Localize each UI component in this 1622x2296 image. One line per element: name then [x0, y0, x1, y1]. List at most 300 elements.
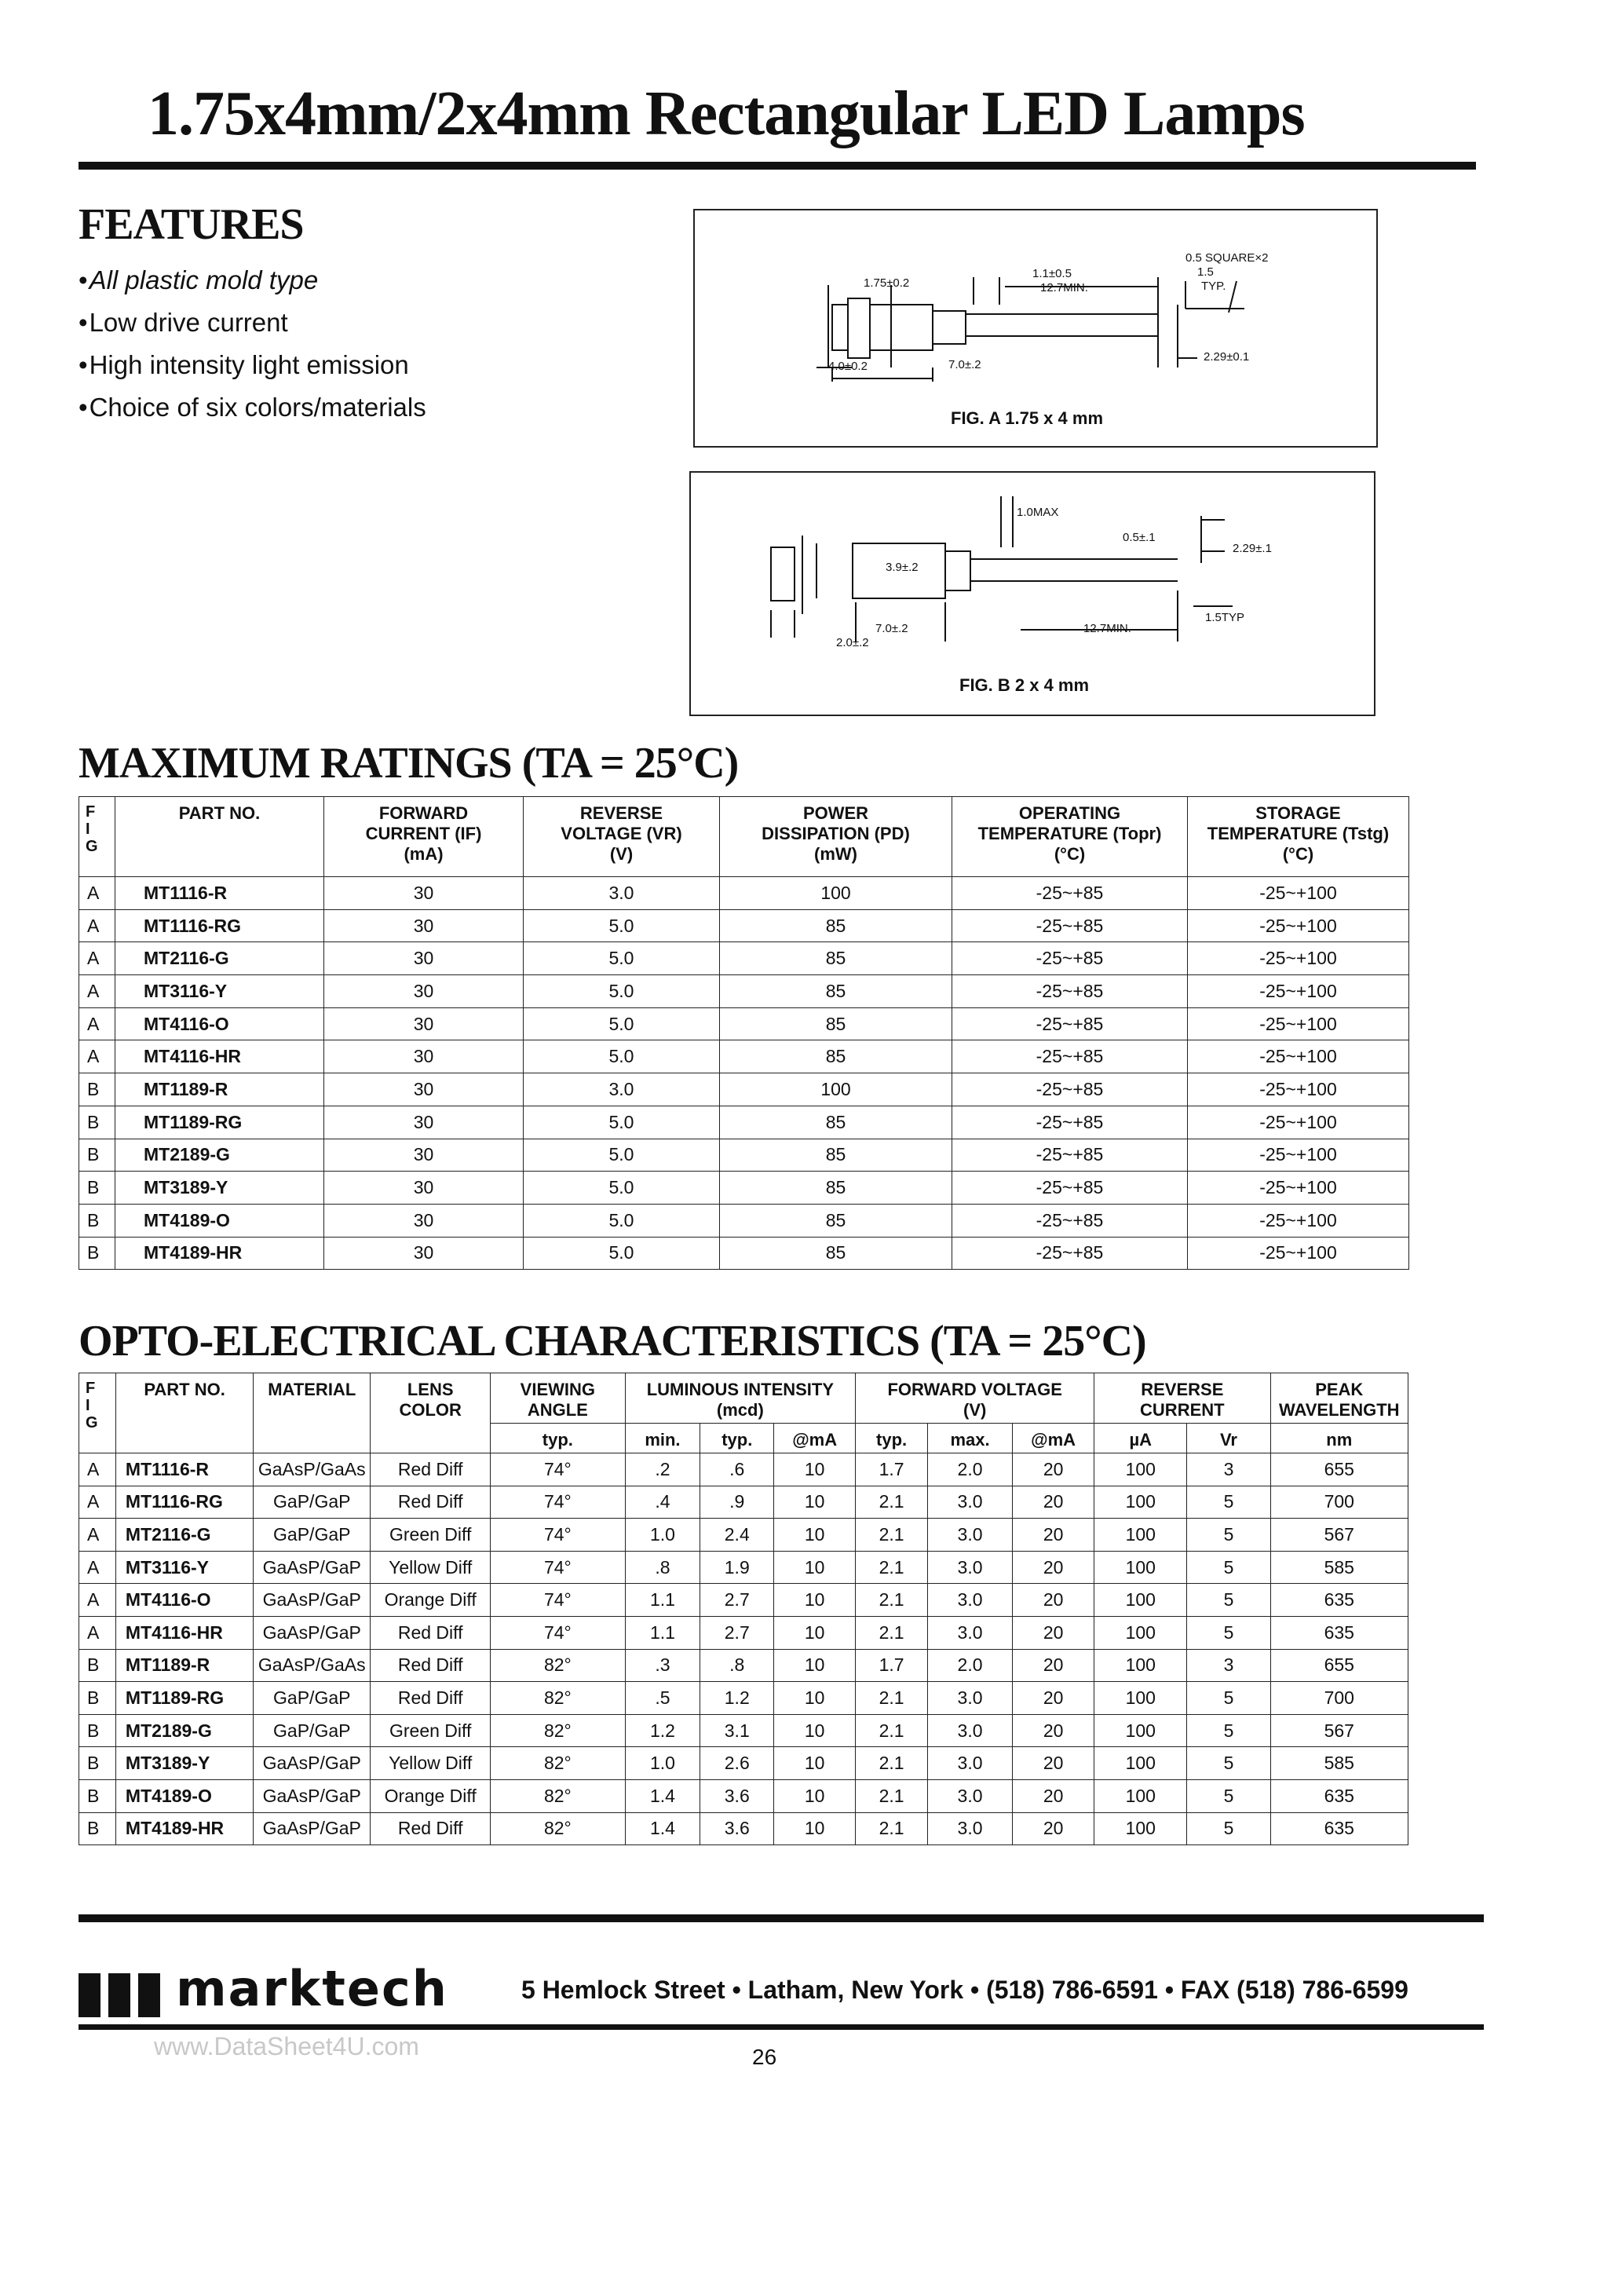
cell-voltage: 5.0	[524, 1172, 720, 1205]
cell-lens: Red Diff	[371, 1649, 491, 1682]
table-row	[79, 1747, 1408, 1780]
dim-label: 2.29±0.1	[1204, 350, 1250, 364]
cell-lens: Green Diff	[371, 1714, 491, 1747]
cell-part: MT4189-O	[115, 1204, 324, 1237]
dim-label: 1.0MAX	[1017, 506, 1059, 519]
cell-current: 30	[324, 1073, 524, 1106]
cell-angle: 74°	[491, 1486, 625, 1519]
cell-part: MT4116-O	[115, 1007, 324, 1040]
cell-voltage: 5.0	[524, 1204, 720, 1237]
cell-fig: A	[79, 1616, 116, 1649]
cell-lens: Red Diff	[371, 1486, 491, 1519]
cell-fig: A	[79, 1040, 115, 1073]
col-operating-temp: OPERATING TEMPERATURE (Topr) (°C)	[952, 797, 1188, 877]
cell-fig: B	[79, 1139, 115, 1172]
cell-vtyp: 2.1	[856, 1747, 928, 1780]
cell-stor: -25~+100	[1188, 1139, 1409, 1172]
col-fig: F I G	[79, 1373, 116, 1453]
cell-vma: 20	[1013, 1682, 1094, 1715]
cell-ltyp: .9	[700, 1486, 774, 1519]
cell-lmin: .5	[625, 1682, 700, 1715]
cell-angle: 82°	[491, 1812, 625, 1845]
cell-ua: 100	[1094, 1779, 1187, 1812]
table-row	[79, 1584, 1408, 1617]
cell-lma: 10	[774, 1682, 856, 1715]
cell-vtyp: 2.1	[856, 1486, 928, 1519]
cell-lens: Green Diff	[371, 1519, 491, 1552]
company-address: 5 Hemlock Street • Latham, New York • (518) 786-6591 • FAX (518) 786-6599	[521, 1976, 1408, 2004]
page-title: 1.75x4mm/2x4mm Rectangular LED Lamps	[148, 79, 1305, 148]
brand-name: marktech	[176, 1960, 448, 2017]
cell-oper: -25~+85	[952, 877, 1188, 910]
cell-lma: 10	[774, 1453, 856, 1486]
cell-vr: 5	[1187, 1779, 1270, 1812]
cell-vma: 20	[1013, 1486, 1094, 1519]
cell-fig: A	[79, 975, 115, 1008]
cell-part: MT4189-HR	[115, 1237, 324, 1270]
sub-header: min.	[625, 1424, 700, 1453]
cell-lma: 10	[774, 1812, 856, 1845]
cell-nm: 635	[1270, 1779, 1408, 1812]
cell-vr: 3	[1187, 1453, 1270, 1486]
figure-a	[693, 209, 1378, 448]
cell-stor: -25~+100	[1188, 942, 1409, 975]
cell-fig: B	[79, 1204, 115, 1237]
cell-lmin: 1.1	[625, 1616, 700, 1649]
cell-lens: Red Diff	[371, 1682, 491, 1715]
cell-lma: 10	[774, 1584, 856, 1617]
cell-stor: -25~+100	[1188, 1237, 1409, 1270]
cell-ua: 100	[1094, 1747, 1187, 1780]
figure-b-caption: FIG. B 2 x 4 mm	[959, 675, 1090, 695]
cell-current: 30	[324, 975, 524, 1008]
cell-lma: 10	[774, 1486, 856, 1519]
cell-angle: 74°	[491, 1453, 625, 1486]
cell-vmax: 3.0	[928, 1519, 1013, 1552]
cell-power: 85	[720, 975, 952, 1008]
feature-item: • Choice of six colors/materials	[79, 386, 426, 429]
cell-part: MT1116-RG	[115, 909, 324, 942]
table-row	[79, 1106, 1409, 1139]
cell-part: MT4116-HR	[115, 1616, 253, 1649]
cell-stor: -25~+100	[1188, 975, 1409, 1008]
cell-oper: -25~+85	[952, 975, 1188, 1008]
cell-part: MT3189-Y	[115, 1172, 324, 1205]
dim-label: 12.7MIN.	[1083, 622, 1131, 635]
sub-header: @mA	[774, 1424, 856, 1453]
col-part: PART NO.	[115, 1373, 253, 1453]
cell-current: 30	[324, 1007, 524, 1040]
table-row	[79, 909, 1409, 942]
cell-voltage: 5.0	[524, 975, 720, 1008]
cell-oper: -25~+85	[952, 942, 1188, 975]
marktech-logo	[79, 1960, 448, 2017]
col-material: MATERIAL	[254, 1373, 371, 1453]
cell-lmin: 1.4	[625, 1779, 700, 1812]
cell-ltyp: 3.6	[700, 1812, 774, 1845]
cell-lma: 10	[774, 1714, 856, 1747]
cell-vma: 20	[1013, 1453, 1094, 1486]
cell-lens: Orange Diff	[371, 1779, 491, 1812]
cell-ltyp: 3.1	[700, 1714, 774, 1747]
cell-angle: 74°	[491, 1519, 625, 1552]
dim-label: 12.7MIN.	[1040, 281, 1088, 294]
cell-part: MT1116-RG	[115, 1486, 253, 1519]
cell-ltyp: 2.7	[700, 1616, 774, 1649]
cell-fig: A	[79, 1486, 116, 1519]
dim-label: 4.0±0.2	[828, 360, 868, 373]
dim-label: 1.1±0.5	[1032, 267, 1072, 280]
cell-vr: 5	[1187, 1616, 1270, 1649]
cell-vmax: 3.0	[928, 1584, 1013, 1617]
cell-material: GaP/GaP	[254, 1519, 371, 1552]
table-row	[79, 1486, 1408, 1519]
cell-ua: 100	[1094, 1812, 1187, 1845]
dim-label: 7.0±.2	[875, 622, 908, 635]
features-heading: FEATURES	[79, 200, 304, 249]
cell-vma: 20	[1013, 1812, 1094, 1845]
dim-label: 0.5 SQUARE×2	[1185, 251, 1269, 265]
cell-material: GaAsP/GaP	[254, 1584, 371, 1617]
cell-vr: 5	[1187, 1551, 1270, 1584]
cell-fig: B	[79, 1812, 116, 1845]
cell-fig: B	[79, 1779, 116, 1812]
cell-voltage: 3.0	[524, 877, 720, 910]
cell-vma: 20	[1013, 1649, 1094, 1682]
cell-nm: 635	[1270, 1616, 1408, 1649]
cell-part: MT1116-R	[115, 1453, 253, 1486]
cell-vr: 5	[1187, 1747, 1270, 1780]
cell-vmax: 3.0	[928, 1747, 1013, 1780]
dim-label: TYP.	[1201, 280, 1226, 293]
dim-label: 1.5	[1197, 265, 1214, 279]
dim-label: 1.75±0.2	[864, 276, 910, 290]
cell-oper: -25~+85	[952, 1139, 1188, 1172]
cell-power: 100	[720, 1073, 952, 1106]
sub-header: typ.	[856, 1424, 928, 1453]
cell-vmax: 3.0	[928, 1812, 1013, 1845]
cell-power: 85	[720, 909, 952, 942]
cell-vma: 20	[1013, 1519, 1094, 1552]
table-row	[79, 1682, 1408, 1715]
cell-fig: B	[79, 1172, 115, 1205]
cell-lens: Red Diff	[371, 1812, 491, 1845]
cell-angle: 74°	[491, 1584, 625, 1617]
cell-part: MT4189-HR	[115, 1812, 253, 1845]
cell-material: GaAsP/GaP	[254, 1616, 371, 1649]
cell-nm: 585	[1270, 1747, 1408, 1780]
cell-fig: A	[79, 1007, 115, 1040]
cell-fig: B	[79, 1649, 116, 1682]
cell-material: GaAsP/GaP	[254, 1747, 371, 1780]
opto-heading: OPTO-ELECTRICAL CHARACTERISTICS (TA = 25°C)	[79, 1317, 1146, 1366]
cell-current: 30	[324, 1106, 524, 1139]
cell-vma: 20	[1013, 1747, 1094, 1780]
cell-lens: Yellow Diff	[371, 1551, 491, 1584]
table-row	[79, 1237, 1409, 1270]
cell-current: 30	[324, 909, 524, 942]
cell-material: GaAsP/GaP	[254, 1779, 371, 1812]
cell-vtyp: 2.1	[856, 1682, 928, 1715]
cell-ltyp: 1.2	[700, 1682, 774, 1715]
cell-lma: 10	[774, 1616, 856, 1649]
cell-lmin: 1.0	[625, 1519, 700, 1552]
cell-voltage: 5.0	[524, 909, 720, 942]
cell-part: MT2116-G	[115, 1519, 253, 1552]
table-row	[79, 1453, 1408, 1486]
figure-b	[689, 471, 1375, 716]
cell-part: MT1189-RG	[115, 1106, 324, 1139]
col-reverse-voltage: REVERSE VOLTAGE (VR) (V)	[524, 797, 720, 877]
cell-angle: 82°	[491, 1714, 625, 1747]
cell-voltage: 5.0	[524, 942, 720, 975]
cell-ua: 100	[1094, 1682, 1187, 1715]
cell-fig: A	[79, 1551, 116, 1584]
cell-oper: -25~+85	[952, 1073, 1188, 1106]
dim-label: 7.0±.2	[948, 358, 981, 371]
cell-stor: -25~+100	[1188, 909, 1409, 942]
cell-angle: 82°	[491, 1682, 625, 1715]
cell-fig: B	[79, 1682, 116, 1715]
figure-a-caption: FIG. A 1.75 x 4 mm	[951, 408, 1104, 428]
cell-stor: -25~+100	[1188, 877, 1409, 910]
cell-power: 85	[720, 1204, 952, 1237]
cell-current: 30	[324, 1204, 524, 1237]
cell-ltyp: 2.4	[700, 1519, 774, 1552]
cell-vtyp: 2.1	[856, 1714, 928, 1747]
cell-voltage: 3.0	[524, 1073, 720, 1106]
cell-oper: -25~+85	[952, 909, 1188, 942]
cell-angle: 74°	[491, 1551, 625, 1584]
cell-vmax: 3.0	[928, 1714, 1013, 1747]
cell-part: MT3116-Y	[115, 1551, 253, 1584]
cell-ua: 100	[1094, 1714, 1187, 1747]
cell-lmin: .3	[625, 1649, 700, 1682]
page-number: 26	[752, 2045, 777, 2069]
cell-nm: 655	[1270, 1453, 1408, 1486]
cell-power: 85	[720, 1106, 952, 1139]
sub-header: Vr	[1187, 1424, 1270, 1453]
cell-ua: 100	[1094, 1584, 1187, 1617]
cell-vma: 20	[1013, 1616, 1094, 1649]
table-row	[79, 1551, 1408, 1584]
col-lens-color: LENS COLOR	[371, 1373, 491, 1453]
cell-fig: B	[79, 1073, 115, 1106]
feature-item: • Low drive current	[79, 302, 426, 344]
cell-lma: 10	[774, 1747, 856, 1780]
footer-rule-top	[79, 1914, 1484, 1922]
cell-stor: -25~+100	[1188, 1204, 1409, 1237]
cell-current: 30	[324, 877, 524, 910]
sub-header: typ.	[491, 1424, 625, 1453]
table-row	[79, 942, 1409, 975]
cell-angle: 74°	[491, 1616, 625, 1649]
cell-vtyp: 2.1	[856, 1616, 928, 1649]
cell-nm: 635	[1270, 1584, 1408, 1617]
cell-material: GaAsP/GaAs	[254, 1649, 371, 1682]
table-row	[79, 1139, 1409, 1172]
cell-vmax: 3.0	[928, 1551, 1013, 1584]
cell-lens: Orange Diff	[371, 1584, 491, 1617]
cell-vtyp: 1.7	[856, 1649, 928, 1682]
cell-vr: 5	[1187, 1584, 1270, 1617]
cell-vmax: 2.0	[928, 1453, 1013, 1486]
cell-voltage: 5.0	[524, 1040, 720, 1073]
cell-lma: 10	[774, 1649, 856, 1682]
dim-label: 2.0±.2	[836, 636, 869, 649]
cell-voltage: 5.0	[524, 1106, 720, 1139]
cell-vmax: 3.0	[928, 1616, 1013, 1649]
cell-fig: B	[79, 1747, 116, 1780]
cell-stor: -25~+100	[1188, 1040, 1409, 1073]
cell-current: 30	[324, 1237, 524, 1270]
cell-vtyp: 2.1	[856, 1779, 928, 1812]
cell-ua: 100	[1094, 1453, 1187, 1486]
features-list	[79, 259, 426, 429]
cell-ltyp: 3.6	[700, 1779, 774, 1812]
col-peak-wavelength: PEAK WAVELENGTH	[1270, 1373, 1408, 1424]
cell-part: MT1189-R	[115, 1073, 324, 1106]
cell-fig: B	[79, 1714, 116, 1747]
cell-nm: 700	[1270, 1486, 1408, 1519]
cell-ua: 100	[1094, 1616, 1187, 1649]
cell-fig: A	[79, 942, 115, 975]
cell-stor: -25~+100	[1188, 1073, 1409, 1106]
table-row	[79, 1204, 1409, 1237]
cell-lmin: .2	[625, 1453, 700, 1486]
max-ratings-table	[79, 796, 1409, 1270]
cell-part: MT1189-RG	[115, 1682, 253, 1715]
cell-ltyp: 1.9	[700, 1551, 774, 1584]
table-row	[79, 877, 1409, 910]
feature-item: • High intensity light emission	[79, 344, 426, 386]
cell-part: MT4116-O	[115, 1584, 253, 1617]
cell-vmax: 3.0	[928, 1779, 1013, 1812]
cell-part: MT2116-G	[115, 942, 324, 975]
cell-material: GaP/GaP	[254, 1682, 371, 1715]
cell-lmin: .8	[625, 1551, 700, 1584]
cell-vmax: 2.0	[928, 1649, 1013, 1682]
col-power: POWER DISSIPATION (PD) (mW)	[720, 797, 952, 877]
cell-oper: -25~+85	[952, 1237, 1188, 1270]
cell-vma: 20	[1013, 1551, 1094, 1584]
cell-angle: 82°	[491, 1779, 625, 1812]
cell-ua: 100	[1094, 1486, 1187, 1519]
cell-vr: 5	[1187, 1682, 1270, 1715]
cell-ua: 100	[1094, 1551, 1187, 1584]
cell-lens: Yellow Diff	[371, 1747, 491, 1780]
table-row	[79, 1519, 1408, 1552]
feature-item: • All plastic mold type	[79, 259, 426, 302]
col-reverse-current: REVERSE CURRENT	[1094, 1373, 1270, 1424]
cell-power: 100	[720, 877, 952, 910]
cell-fig: A	[79, 1519, 116, 1552]
cell-vtyp: 1.7	[856, 1453, 928, 1486]
cell-nm: 700	[1270, 1682, 1408, 1715]
cell-fig: A	[79, 909, 115, 942]
cell-fig: B	[79, 1106, 115, 1139]
cell-vma: 20	[1013, 1584, 1094, 1617]
sub-header: nm	[1270, 1424, 1408, 1453]
cell-part: MT1116-R	[115, 877, 324, 910]
cell-oper: -25~+85	[952, 1007, 1188, 1040]
cell-lma: 10	[774, 1551, 856, 1584]
cell-oper: -25~+85	[952, 1106, 1188, 1139]
sub-header: max.	[928, 1424, 1013, 1453]
dim-label: 1.5TYP	[1205, 611, 1245, 624]
table-row	[79, 1714, 1408, 1747]
cell-ltyp: 2.7	[700, 1584, 774, 1617]
cell-vr: 3	[1187, 1649, 1270, 1682]
cell-fig: A	[79, 877, 115, 910]
cell-angle: 82°	[491, 1747, 625, 1780]
cell-current: 30	[324, 1139, 524, 1172]
table-row	[79, 1172, 1409, 1205]
cell-lens: Red Diff	[371, 1453, 491, 1486]
cell-angle: 82°	[491, 1649, 625, 1682]
cell-current: 30	[324, 1040, 524, 1073]
dim-label: 2.29±.1	[1233, 542, 1272, 555]
cell-fig: B	[79, 1237, 115, 1270]
cell-voltage: 5.0	[524, 1237, 720, 1270]
cell-nm: 567	[1270, 1714, 1408, 1747]
cell-stor: -25~+100	[1188, 1106, 1409, 1139]
cell-lmin: 1.4	[625, 1812, 700, 1845]
cell-vr: 5	[1187, 1812, 1270, 1845]
cell-vtyp: 2.1	[856, 1584, 928, 1617]
cell-oper: -25~+85	[952, 1040, 1188, 1073]
cell-lmin: 1.2	[625, 1714, 700, 1747]
col-viewing-angle: VIEWING ANGLE	[491, 1373, 625, 1424]
col-forward-voltage: FORWARD VOLTAGE (V)	[856, 1373, 1094, 1424]
cell-power: 85	[720, 1139, 952, 1172]
col-fig: F I G	[79, 797, 115, 877]
dim-label: 3.9±.2	[886, 561, 919, 574]
table-row	[79, 1073, 1409, 1106]
cell-oper: -25~+85	[952, 1172, 1188, 1205]
cell-vtyp: 2.1	[856, 1519, 928, 1552]
cell-stor: -25~+100	[1188, 1007, 1409, 1040]
opto-header-row	[79, 1373, 1408, 1424]
col-part: PART NO.	[115, 797, 324, 877]
cell-part: MT3116-Y	[115, 975, 324, 1008]
cell-part: MT4189-O	[115, 1779, 253, 1812]
cell-voltage: 5.0	[524, 1139, 720, 1172]
cell-current: 30	[324, 1172, 524, 1205]
cell-ltyp: .8	[700, 1649, 774, 1682]
table-row	[79, 1779, 1408, 1812]
cell-power: 85	[720, 1172, 952, 1205]
cell-lma: 10	[774, 1519, 856, 1552]
cell-power: 85	[720, 1040, 952, 1073]
title-rule	[79, 162, 1476, 170]
cell-material: GaP/GaP	[254, 1714, 371, 1747]
sub-header: typ.	[700, 1424, 774, 1453]
cell-vma: 20	[1013, 1779, 1094, 1812]
cell-vtyp: 2.1	[856, 1551, 928, 1584]
cell-nm: 635	[1270, 1812, 1408, 1845]
cell-vr: 5	[1187, 1519, 1270, 1552]
cell-ltyp: .6	[700, 1453, 774, 1486]
cell-power: 85	[720, 942, 952, 975]
table-row	[79, 1616, 1408, 1649]
opto-table	[79, 1373, 1408, 1845]
cell-vr: 5	[1187, 1714, 1270, 1747]
cell-part: MT2189-G	[115, 1139, 324, 1172]
footer-rule-bottom	[79, 2024, 1484, 2030]
cell-part: MT3189-Y	[115, 1747, 253, 1780]
cell-fig: A	[79, 1584, 116, 1617]
